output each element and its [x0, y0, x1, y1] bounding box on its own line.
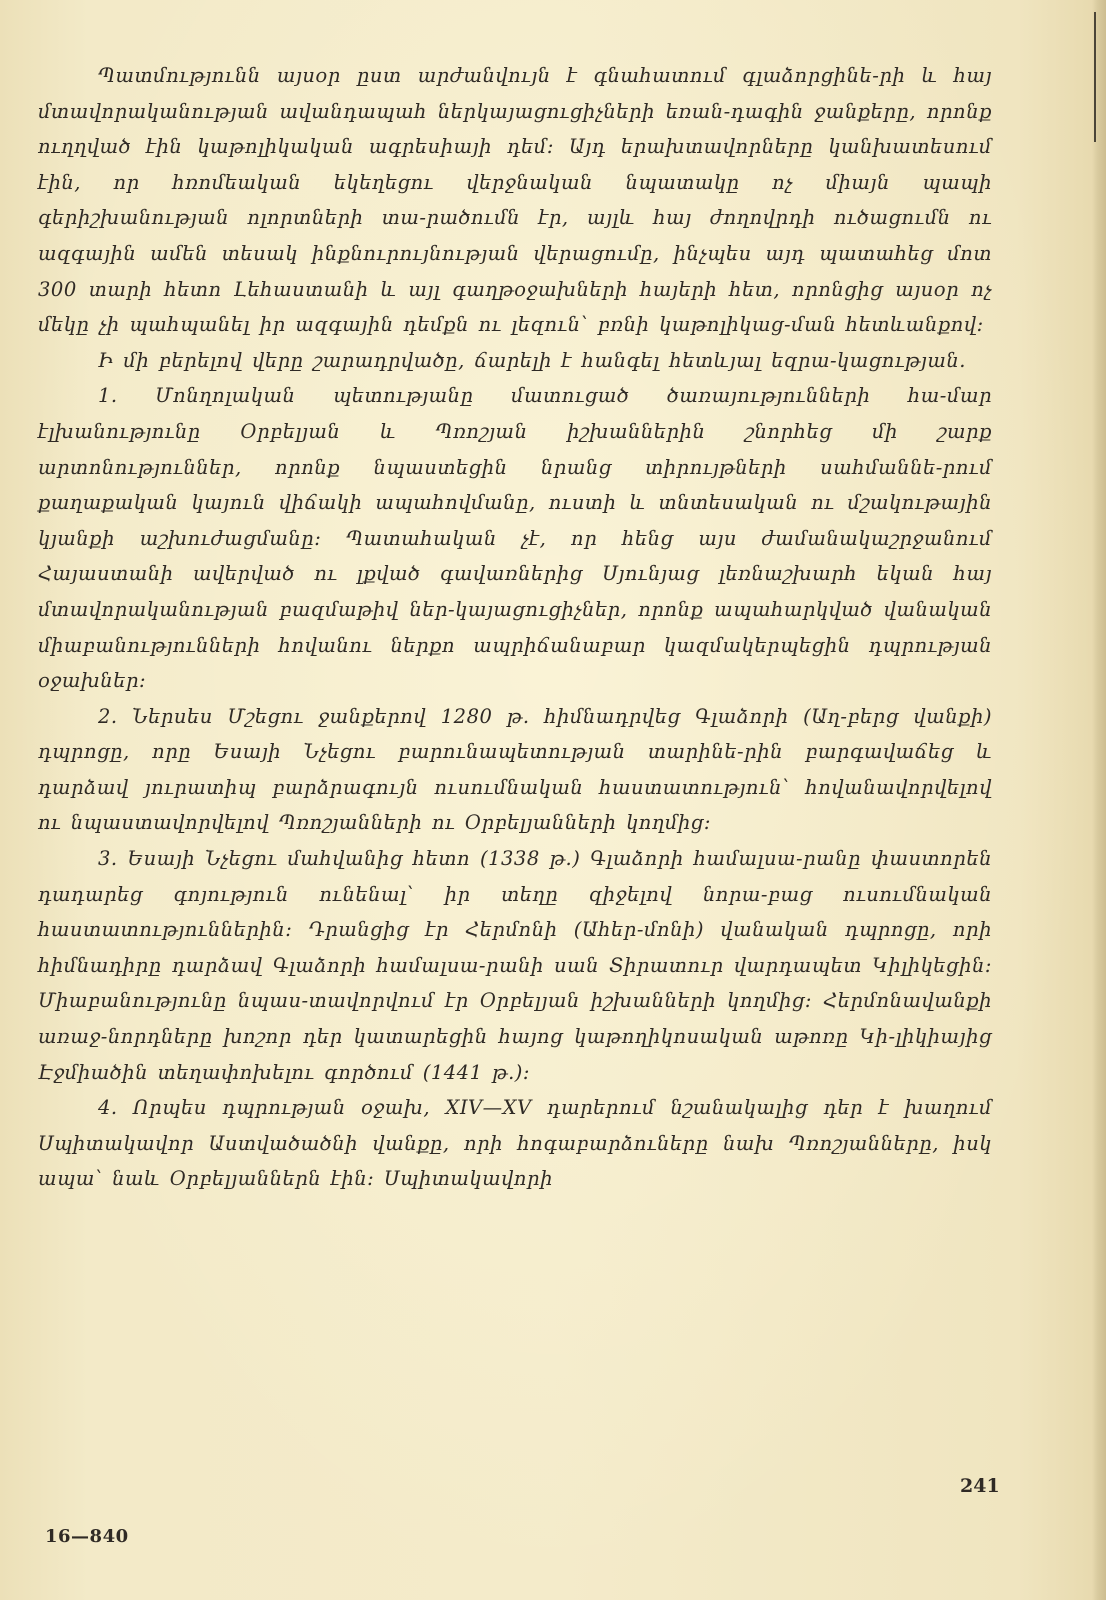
body-text [38, 58, 992, 1197]
page-number: 241 [960, 1475, 1000, 1497]
paragraph-intro: Պատմությունն այսօր ըստ արժանվույն է գնահատում գլաձորցինե-րի և հայ մտավորականության ավանդապահ ներկայացուցիչների եռան-դագին ջանքերը, որոնք ուղղված էին կաթոլիկական ագրեսիայի դեմ։ Այդ երախտավորները կանխատեսում էին, որ հռոմեական եկեղեցու վերջնական նպատակը ոչ միայն պապի գերիշխանության ոլորտների տա-րածումն էր, այլև հայ ժողովրդի ուծացումն ու ազգային ամեն տեսակ ինքնուրույնության վերացումը, ինչպես այդ պատահեց մոտ 300 տարի հետո Լեհաստանի և այլ գաղթօջախների հայերի հետ, որոնցից այսօր ոչ մեկը չի պահպանել իր ազգային դեմքն ու լեզուն՝ բռնի կաթոլիկաց-ման հետևանքով։ [38, 64, 992, 337]
page-edge-line [1094, 12, 1096, 142]
paragraph-summary-lead: Ի մի բերելով վերը շարադրվածը, ճարելի է հանգել հետևյալ եզրա-կացության. [98, 348, 966, 372]
paragraph-conclusion-2: 2. Ներսես Մշեցու ջանքերով 1280 թ. հիմնադրվեց Գլաձորի (Աղ-բերց վանքի) դպրոցը, որը Եսայի Նչեցու բարունապետության տարինե-րին բարգավաճեց և դարձավ յուրատիպ բարձրագույն ուսումնական հաստատություն՝ հովանավորվելով ու նպաստավորվելով Պռոշյանների ու Օրբելյանների կողմից։ [38, 704, 992, 835]
page-edge-shadow [1092, 0, 1106, 1600]
paragraph-conclusion-1: 1. Մոնղոլական պետությանը մատուցած ծառայությունների հա-մար էլխանությունը Օրբելյան և Պռոշյան իշխաններին շնորհեց մի շարք արտոնություններ, որոնք նպաստեցին նրանց տիրույթների սահմաննե-րում քաղաքական կայուն վիճակի ապահովմանը, ուստի և տնտեսական ու մշակութային կյանքի աշխուժացմանը։ Պատահական չէ, որ հենց այս ժամանակաշրջանում Հայաստանի ավերված ու լքված գավառներից Սյունյաց լեռնաշխարհ եկան հայ մտավորականության բազմաթիվ ներ-կայացուցիչներ, որոնք ապահարկված վանական միաբանությունների հովանու ներքո ապրիճանաբար կազմակերպեցին դպրության օջախներ։ [38, 384, 992, 693]
printer-signature: 16—840 [45, 1526, 129, 1547]
paragraph-conclusion-4: 4. Որպես դպրության օջախ, XIV—XV դարերում նշանակալից դեր է խաղում Սպիտակավոր Աստվածածնի վանքը, որի հոգաբարձուները նախ Պռոշյանները, իսկ ապա՝ նաև Օրբելյաններն էին։ Սպիտակավորի [38, 1096, 992, 1191]
paragraph-conclusion-3: 3. Եսայի Նչեցու մահվանից հետո (1338 թ.) Գլաձորի համալսա-րանը փաստորեն դադարեց գոյություն ունենալ՝ իր տեղը զիջելով նորա-բաց ուսումնական հաստատություններին։ Դրանցից էր Հերմոնի (Ահեր-մոնի) վանական դպրոցը, որի հիմնադիրը դարձավ Գլաձորի համալսա-րանի սան Տիրատուր վարդապետ Կիլիկեցին։ Միաբանությունը նպաս-տավորվում էր Օրբելյան իշխանների կողմից։ Հերմոնավանքի առաջ-նորդները խոշոր դեր կատարեցին հայոց կաթողիկոսական աթոռը Կի-լիկիայից Էջմիածին տեղափոխելու գործում (1441 թ.)։ [38, 847, 992, 1084]
